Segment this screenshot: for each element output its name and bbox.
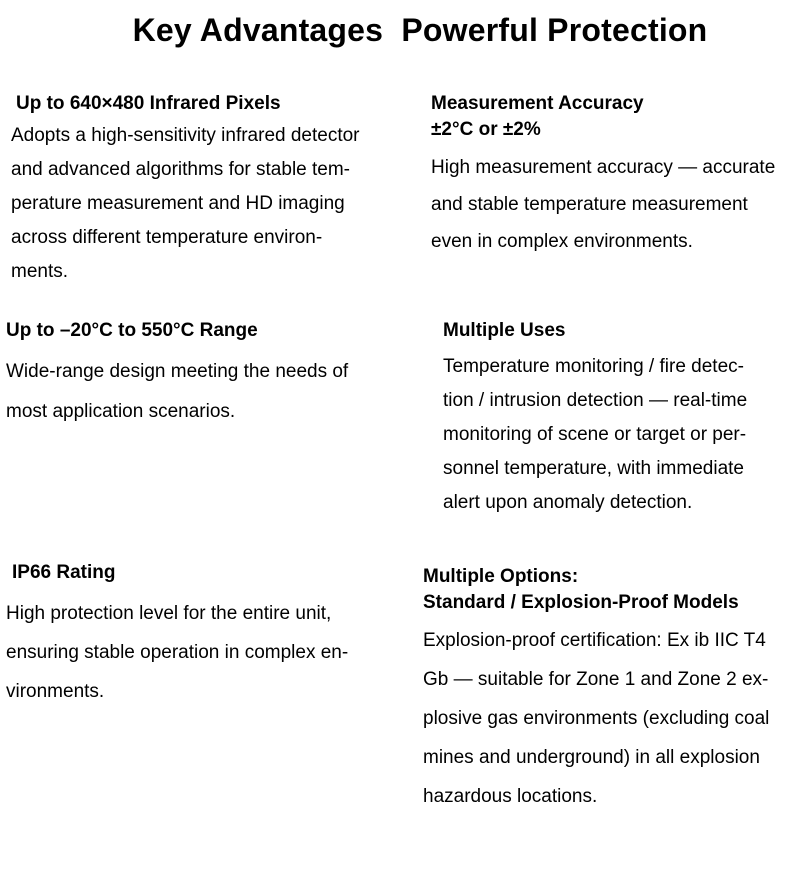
feature-description: High protection level for the entire unit, ensuring stable operation in complex en- vironments.: [6, 603, 349, 702]
feature-temperature-range: [6, 318, 406, 432]
feature-heading: IP66 Rating: [12, 562, 116, 583]
page-title: Key Advantages Powerful Protection: [132, 12, 708, 48]
feature-description: High measurement accuracy — accurate and stable temperature measurement even in complex environments.: [431, 157, 776, 252]
feature-description: Adopts a high-sensitivity infrared detector and advanced algorithms for stable tem- perature measurement and HD imaging across different temperature environ- ments.: [11, 125, 360, 282]
feature-description: Temperature monitoring / fire detec- tion / intrusion detection — real-time monitoring of scene or target or per- sonnel temperature, with immediate alert upon anomaly detection.: [443, 356, 748, 513]
feature-description: Wide-range design meeting the needs of most application scenarios.: [6, 361, 349, 422]
feature-heading: Multiple Uses: [443, 320, 566, 341]
feature-infrared-pixels: [11, 91, 416, 289]
feature-heading: Up to –20°C to 550°C Range: [6, 320, 258, 341]
feature-measurement-accuracy: [431, 91, 800, 260]
feature-heading: Measurement Accuracy ±2°C or ±2%: [431, 93, 644, 140]
feature-ip66-rating: [6, 560, 412, 711]
feature-heading: Multiple Options: Standard / Explosion-Proof Models: [423, 566, 739, 613]
feature-heading: Up to 640×480 Infrared Pixels: [16, 93, 281, 114]
feature-multiple-options: [423, 564, 800, 816]
feature-multiple-uses: [443, 318, 800, 520]
feature-description: Explosion-proof certification: Ex ib IIC T4 Gb — suitable for Zone 1 and Zone 2 ex- plosive gas environments (excluding coal mines and underground) in all explosion hazardous locations.: [423, 630, 770, 807]
